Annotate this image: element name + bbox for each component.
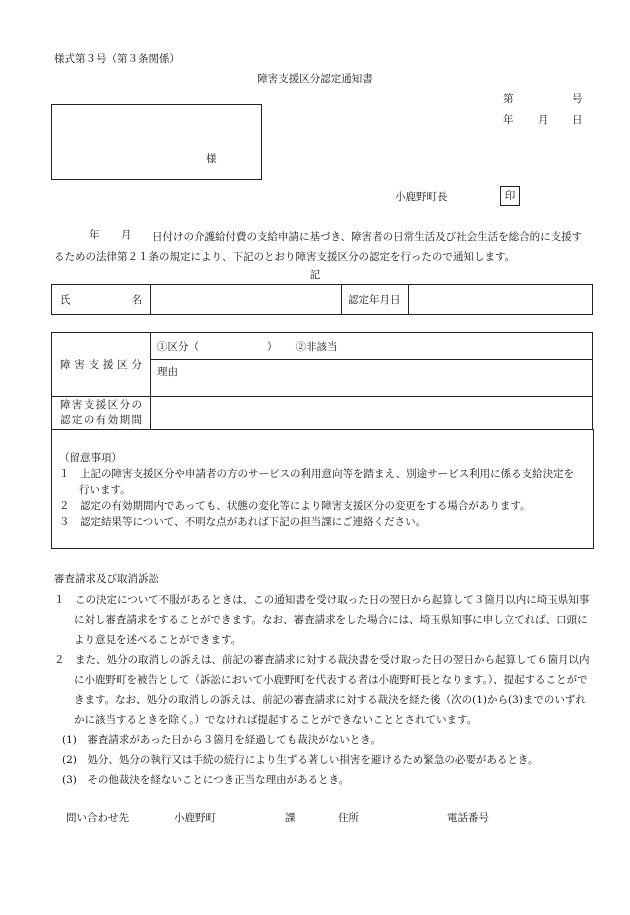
category-options	[151, 333, 593, 360]
notes-heading: （留意事項）	[59, 452, 122, 464]
category-table	[51, 332, 593, 430]
contact-dept: 課	[285, 812, 296, 824]
addressee-box	[51, 104, 262, 180]
validity-value	[151, 397, 593, 430]
note-item-1: １ 上記の障害支援区分や申請者の方のサービスの利用意向等を踏まえ、別途サービス利用に係る支給決定を行います。	[59, 468, 575, 496]
body-year: 年	[89, 229, 100, 241]
date-year: 年	[503, 114, 514, 126]
seal-text: 印	[504, 190, 516, 202]
appeal-body	[54, 590, 592, 790]
reason-cell	[151, 360, 593, 397]
note-item-2: ２ 認定の有効期間内であっても、状態の変化等により障害支援区分の変更をする場合があります。	[59, 500, 531, 512]
doc-number-prefix: 第	[503, 93, 514, 105]
doc-number-suffix: 号	[572, 93, 583, 105]
category-label: 障害支援区分	[52, 333, 151, 397]
notes-box	[51, 429, 594, 549]
appeal-item-1: １ この決定について不服があるときは、この通知書を受け取った日の翌日から起算して３箇月以内に埼玉県知事に対し審査請求をすることができます。なお、審査請求をした場合には、埼玉県知事に申し立てれば、口頭により意見を述べることができます。	[54, 594, 590, 646]
appeal-sub-1: (1) 審査請求があった日から３箇月を経過しても裁決がないとき。	[62, 734, 381, 746]
option2-label: ②非該当	[295, 340, 338, 353]
reason-label: 理由	[157, 366, 178, 378]
appeal-sub-2: (2) 処分、処分の執行又は手続の続行により生ずる著しい損害を避けるため緊急の必要があるとき。	[62, 754, 539, 766]
date-label: 認定年月日	[342, 285, 409, 315]
body-month: 月	[121, 229, 132, 241]
page-title: 障害支援区分認定通知書	[257, 73, 373, 85]
validity-label: 障害支援区分の 認定の有効期間	[52, 397, 151, 430]
ki-label: 記	[309, 269, 321, 281]
contact-phone: 電話番号	[447, 812, 489, 824]
contact-address: 住所	[338, 812, 359, 824]
seal-box	[500, 186, 520, 206]
appeal-heading: 審査請求及び取消訴訟	[54, 573, 159, 585]
name-table	[51, 284, 593, 315]
date-day: 日	[572, 114, 583, 126]
contact-label: 問い合わせ先	[66, 812, 129, 824]
date-value	[409, 285, 593, 315]
option1-prefix: ①区分（	[157, 340, 199, 353]
appeal-item-2: ２ また、処分の取消しの訴えは、前記の審査請求に対する裁決書を受け取った日の翌日から起算して６箇月以内に小鹿野町を被告として（訴訟において小鹿野町を代表する者は小鹿野町長となります。）、提起することができます。なお、処分の取消しの訴えは、前記の審査請求に対する裁決を経た後（次の(1)から(3)までのいずれかに該当するときを除く。）でなければ提起することができないこととされています。	[54, 654, 590, 726]
issuer: 小鹿野町長	[395, 191, 448, 203]
note-item-3: ３ 認定結果等について、不明な点があれば下記の担当課にご連絡ください。	[59, 516, 427, 528]
appeal-sub-3: (3) その他裁決を経ないことにつき正当な理由があるとき。	[62, 774, 350, 786]
body-text: 日付けの介護給付費の支給申請に基づき、障害者の日常生活及び社会生活を総合的に支援するための法律第２１条の規定により、下記のとおり障害支援区分の認定を行ったので通知します。	[54, 231, 583, 263]
addressee-suffix: 様	[206, 153, 217, 165]
form-number: 様式第３号（第３条関係）	[54, 53, 180, 65]
name-label: 氏名	[52, 285, 151, 315]
date-month: 月	[538, 114, 549, 126]
option1-suffix: ）	[267, 340, 278, 353]
name-value	[151, 285, 342, 315]
contact-town: 小鹿野町	[174, 812, 216, 824]
